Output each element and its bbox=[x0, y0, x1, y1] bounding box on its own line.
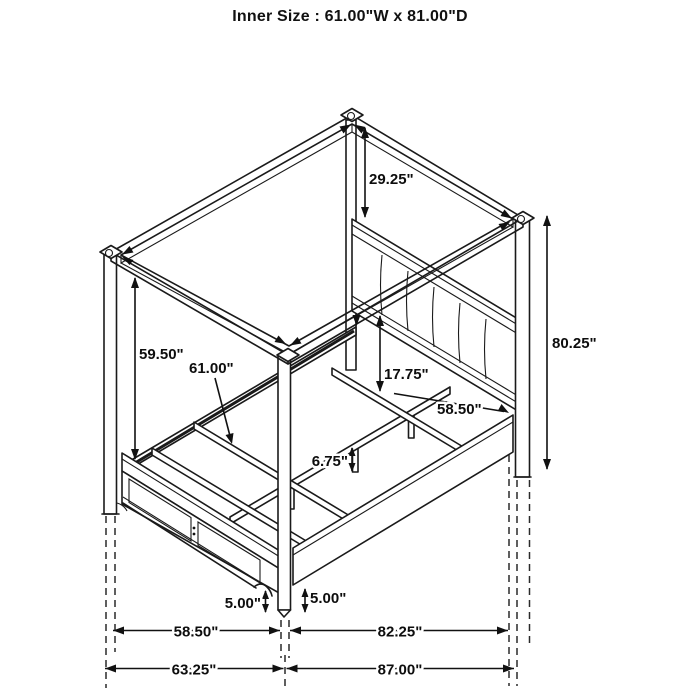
dim-side-rail-span bbox=[290, 624, 508, 641]
dim-footboard-inner-width bbox=[113, 624, 280, 641]
drawer-dot bbox=[193, 527, 196, 530]
dim-rail-to-headboard-panel-label: 17.75" bbox=[384, 366, 429, 383]
dim-rail-floor-clearance bbox=[302, 588, 347, 613]
dim-slat-leg-height-label: 6.75" bbox=[311, 453, 348, 470]
right-post bbox=[514, 220, 531, 477]
dim-overall-depth bbox=[287, 662, 515, 679]
dim-canopy-to-footboard-label: 59.50" bbox=[139, 346, 184, 363]
dim-side-rail-span-label: 82.25" bbox=[377, 623, 423, 641]
dim-footboard-floor-clearance-label: 5.00" bbox=[224, 595, 261, 612]
dim-canopy-to-footboard bbox=[131, 277, 184, 460]
page-title: Inner Size : 61.00"W x 81.00"D bbox=[232, 8, 468, 25]
footboard bbox=[122, 453, 288, 598]
dim-slat-length-label: 61.00" bbox=[189, 360, 234, 377]
right-side-rail bbox=[293, 415, 513, 585]
dim-canopy-to-headboard bbox=[361, 127, 414, 218]
dim-inner-width-at-headboard-label: 58.50" bbox=[437, 401, 482, 418]
dim-footboard-outer-width bbox=[105, 662, 284, 679]
drawer-dot bbox=[193, 533, 196, 536]
dim-footboard-floor-clearance bbox=[225, 590, 269, 613]
dim-footboard-outer-width-label: 63.25" bbox=[171, 661, 217, 679]
dim-slat-length bbox=[189, 360, 234, 444]
dim-overall-depth-label: 87.00" bbox=[377, 661, 423, 679]
dim-overall-height bbox=[543, 215, 597, 470]
front-post bbox=[278, 356, 291, 617]
dim-canopy-to-headboard-label: 29.25" bbox=[369, 171, 414, 188]
dim-overall-height-label: 80.25" bbox=[552, 335, 597, 352]
dim-footboard-inner-width-label: 58.50" bbox=[173, 623, 219, 641]
dim-rail-floor-clearance-label: 5.00" bbox=[310, 590, 347, 607]
cross-slat bbox=[194, 422, 350, 523]
